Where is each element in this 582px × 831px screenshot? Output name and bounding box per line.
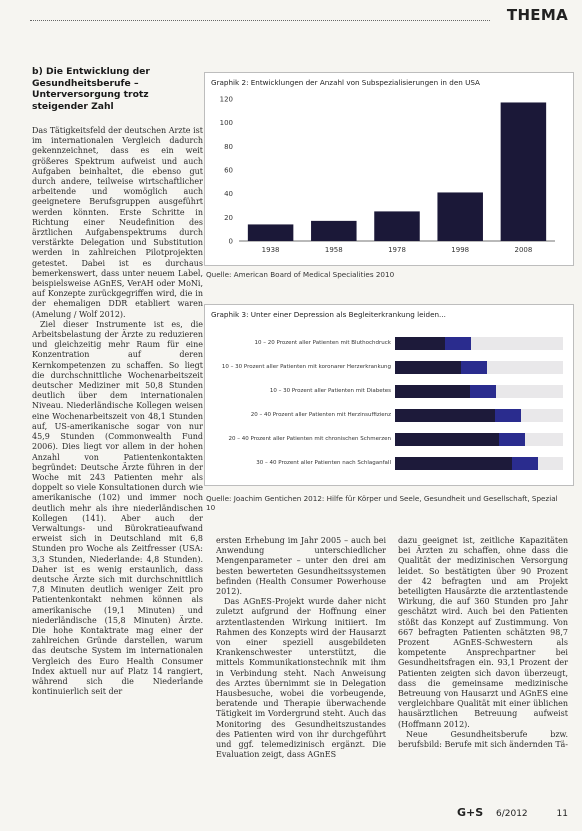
bar-fill-accent [461, 361, 487, 374]
bar-row-label: 10 – 30 Prozent aller Patienten mit koronarer Herzerkrankung [221, 364, 391, 370]
header-title: THEMA [506, 6, 568, 24]
bar [437, 192, 483, 241]
figure-title: Graphik 3: Unter einer Depression als Begleiterkrankung leiden... [211, 310, 446, 319]
y-tick-label: 0 [228, 237, 233, 246]
footer-brand: G+S [456, 806, 484, 819]
paragraph: Das Tätigkeitsfeld der deutschen Ärzte ist im internationalen Vergleich dadurch gekennzeichnet, dass es ein weit größeres Spektrum aufweist und auch Aufgaben beinhaltet, die ebenso gut durch andere, teilweise wirtschaftlicher arbeitende und womöglich auch geeignetere Berufsgruppen ausgeführt werden könnten. Erste Schritte in Richtung einer Neudefinition des ärztlichen Aufgabenspektrums durch verstärkte Delegation und Substitution werden in zahlreichen Pilotprojekten getestet. Dabei ist es durchaus bemerkenswert, dass unter neuem Label, beispielsweise AGnES, VerAH oder MoNi, auf Konzepte zurückgegriffen wird, die in der ehemaligen DDR etabliert waren (Amelung / Wolf 2012). [32, 126, 203, 319]
x-tick-label: 1938 [261, 246, 280, 254]
bar-fill [395, 361, 487, 374]
bar-fill [395, 433, 525, 446]
bar-fill [395, 385, 496, 398]
bar-track [395, 337, 563, 350]
bar-row-label: 10 – 20 Prozent aller Patienten mit Bluthochdruck [254, 340, 391, 346]
x-tick-label: 1978 [388, 246, 406, 254]
bar-fill-accent [512, 457, 538, 470]
page-header [0, 0, 582, 28]
bar-fill [395, 457, 538, 470]
bar-fill-accent [499, 433, 525, 446]
bar-fill-accent [470, 385, 496, 398]
bar-row-label: 30 – 40 Prozent aller Patienten nach Schlaganfall [256, 460, 391, 466]
x-tick-label: 1998 [451, 246, 470, 254]
bar-track [395, 457, 563, 470]
paragraph: ersten Erhebung im Jahr 2005 – auch bei Anwendung unterschiedlicher Mengenparameter – unter den drei am besten bewerteten Gesundheitssystemen befinden (Health Consumer Powerhouse 2012). [216, 536, 386, 597]
page-number: 11 [556, 809, 568, 819]
bar-row-label: 20 – 40 Prozent aller Patienten mit Herzinsuffizienz [250, 412, 391, 418]
bar-track [395, 385, 563, 398]
page-footer [457, 806, 568, 819]
figure-depression-chart [204, 304, 574, 486]
bar [248, 224, 294, 241]
bar-row [211, 359, 567, 375]
paragraph: Neue Gesundheitsberufe bzw. berufsbild: Berufe mit sich ändernden Tä- [398, 729, 568, 750]
footer-issue: 6/2012 [496, 809, 528, 819]
bar-row [211, 383, 567, 399]
bar-track [395, 409, 563, 422]
y-tick-label: 40 [224, 190, 233, 199]
bar-track [395, 433, 563, 446]
heading-line: Unterversorgung trotz [32, 89, 149, 100]
section-heading [32, 66, 192, 112]
bar-chart [205, 73, 575, 267]
heading-line: steigender Zahl [32, 100, 114, 112]
bar-row [211, 407, 567, 423]
y-tick-label: 80 [224, 142, 233, 151]
bar-fill [395, 337, 471, 350]
paragraph: Ziel dieser Instrumente ist es, die Arbeitsbelastung der Ärzte zu reduzieren und gleichzeitig mehr Raum für eine Konzentration auf deren Kernkompetenzen zu schaffen. So liegt die durchschnittliche Wochenarbeitszeit deutscher Mediziner mit 50,8 Stunden deutlich über dem internationalen Niveau. Niederländische Kollegen weisen eine Wochenarbeitszeit von 48,1 Stunden auf, US-amerikanische sogar von nur 45,9 Stunden (Commonwealth Fund 2006). Dies liegt vor allem in der hohen Anzahl von Patientenkontakten begründet: Deutsche Ärzte führen in der Woche mit 243 Patienten mehr als doppelt so viele Konsultationen durch wie amerikanische (102) und immer noch deutlich mehr als ihre niederländischen Kollegen (141). Aber auch der Verwaltungs- und Bürokratieaufwand erweist sich in Deutschland mit 6,8 Stunden pro Woche als Zeitfresser (USA: 3,3 Stunden, Niederlande: 4,8 Stunden). Daher ist es wenig erstaunlich, dass deutsche Ärzte sich mit durchschnittlich 7,8 Minuten deutlich weniger Zeit pro Patientenkontakt nehmen können als amerikanische (19,1 Minuten) und niederländische (15,8 Minuten) Ärzte. Die hohe Kontaktrate mag einer der zahlreichen Gründe darstellen, warum das deutsche System im internationalen Vergleich des Euro Health Consumer Index aktuell nur auf Platz 14 rangiert, während sich die Niederlande kontinuierlich seit der [32, 319, 203, 697]
bar-track [395, 361, 563, 374]
y-tick-label: 20 [224, 213, 233, 222]
bar-row [211, 455, 567, 471]
bar-row-label: 20 – 40 Prozent aller Patienten mit chronischen Schmerzen [228, 436, 391, 442]
paragraph: Das AGnES-Projekt wurde daher nicht zuletzt aufgrund der Hoffnung einer arztentlastenden Wirkung initiiert. Im Rahmen des Konzepts wird der Hausarzt von einer speziell ausgebildeten Krankenschwester unterstützt, die mittels Kommunikationstechnik mit ihm in Verbindung steht. Nach Anweisung des Arztes übernimmt sie in Delegation Hausbesuche, wobei die vorbeugende, beratende und Therapie überwachende Tätigkeit im Vordergrund steht. Auch das Monitoring des Gesundheitszustandes des Patienten wird von ihr durchgeführt und ggf. telemedizinisch ergänzt. Die Evaluation zeigt, dass AGnES [216, 597, 386, 760]
figure-subspecialties-chart [204, 72, 574, 266]
bar-row [211, 335, 567, 351]
paragraph: dazu geeignet ist, zeitliche Kapazitäten bei Ärzten zu schaffen, ohne dass die Qualität der medizinischen Versorgung leidet. So bestätigten über 90 Prozent der 42 befragten und am Projekt beteiligten Hausärzte die arztentlastende Wirkung, die auf 360 Stunden pro Jahr geschätzt wird. Auch bei den Patienten stößt das Konzept auf Zustimmung. Von 667 befragten Patienten schätzten 98,7 Prozent AGnES-Schwestern als kompetente Ansprechpartner bei Gesundheitsfragen ein. 93,1 Prozent der Patienten zeigten sich davon überzeugt, dass die gemeinsame medizinische Betreuung von Hausarzt und AGnES eine vergleichbare Qualität mit einer üblichen hausärztlichen Betreuung aufweist (Hoffmann 2012). [398, 536, 568, 729]
bar [311, 221, 357, 241]
bar-row [211, 431, 567, 447]
body-column-left [32, 126, 203, 808]
x-tick-label: 1958 [324, 246, 343, 254]
y-tick-label: 60 [224, 166, 233, 175]
y-tick-label: 120 [219, 95, 233, 104]
y-tick-label: 100 [219, 119, 233, 128]
bar-row-label: 10 – 30 Prozent aller Patienten mit Diabetes [269, 388, 391, 394]
figure-caption: Quelle: Joachim Gentichen 2012: Hilfe für Körper und Seele, Gesundheit und Gesellschaft, Spezial 10 [206, 494, 558, 512]
header-rule [30, 20, 490, 21]
body-column-middle [216, 536, 386, 814]
x-tick-label: 2008 [514, 246, 533, 254]
heading-line: Gesundheitsberufe – [32, 77, 139, 89]
bar [501, 102, 547, 241]
figure-title: Graphik 2: Entwicklungen der Anzahl von Subspezialisierungen in den USA [211, 78, 480, 87]
heading-line: b) Die Entwicklung der [32, 66, 150, 77]
horizontal-bar-list [211, 327, 567, 482]
bar [374, 211, 420, 241]
bar-fill-accent [445, 337, 471, 350]
figure-caption: Quelle: American Board of Medical Specialities 2010 [206, 270, 395, 279]
body-column-right [398, 536, 568, 814]
bar-fill [395, 409, 521, 422]
bar-fill-accent [495, 409, 521, 422]
